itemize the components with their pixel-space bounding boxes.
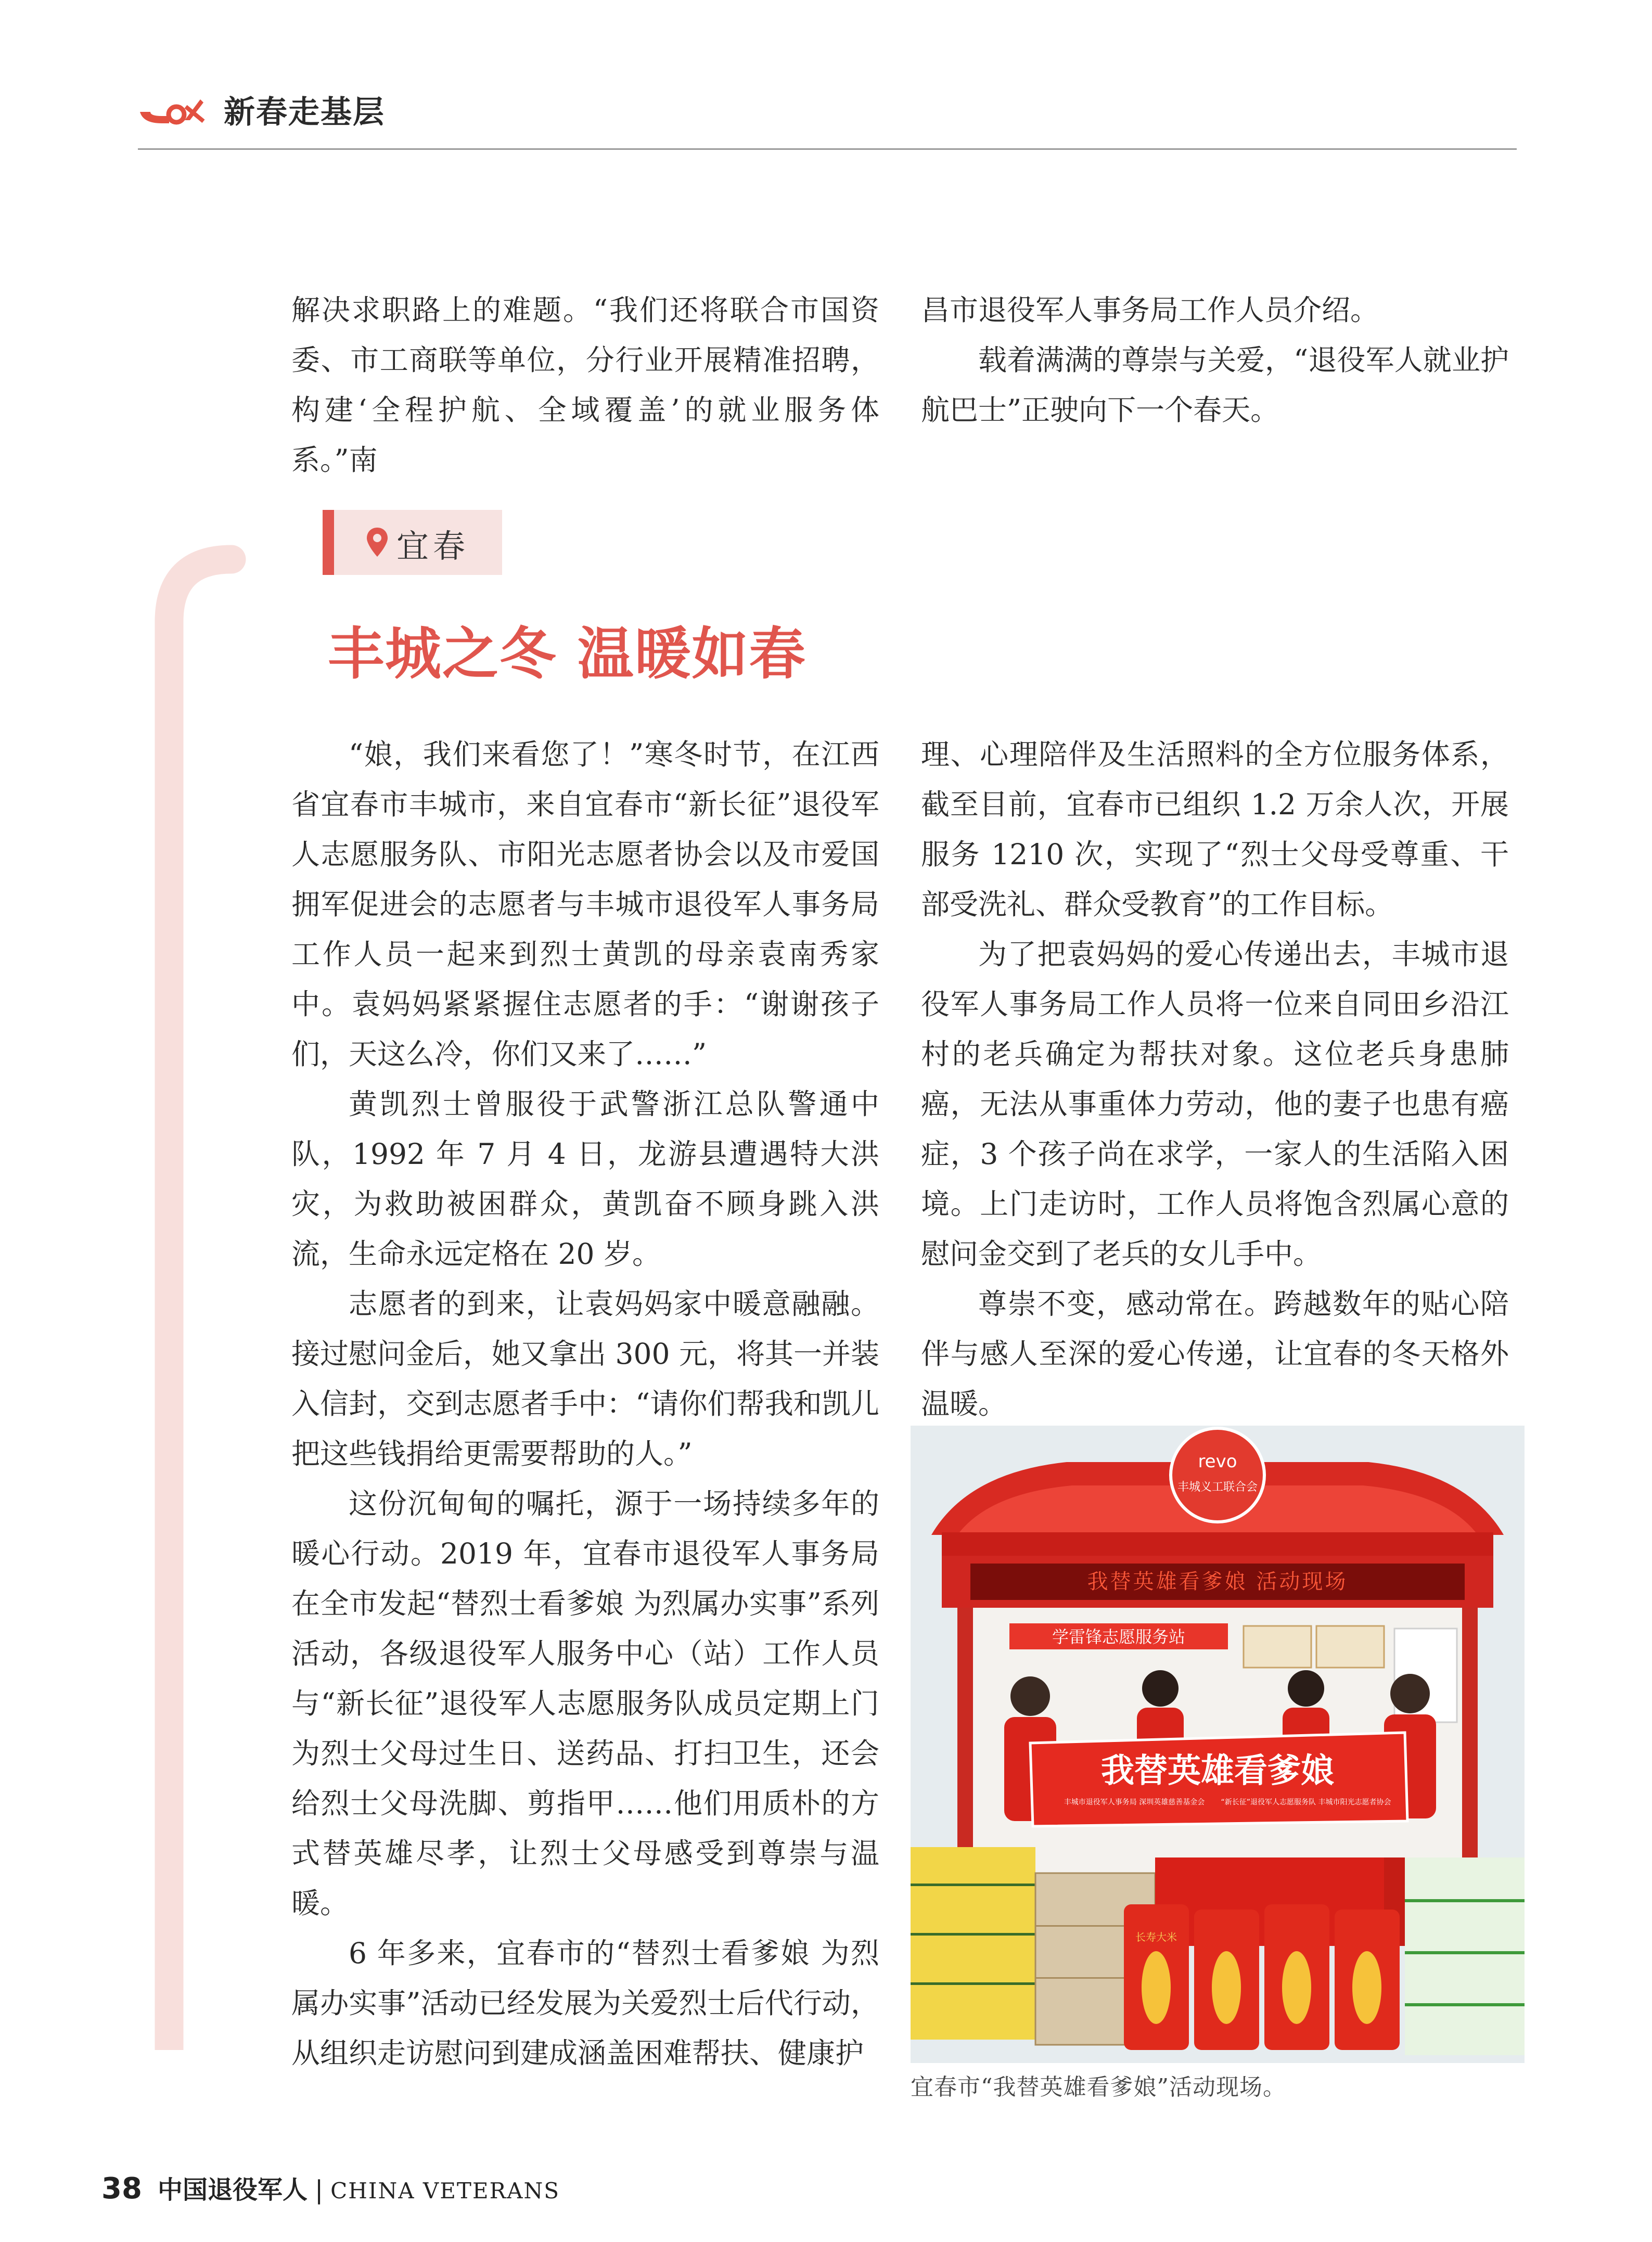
decorative-curve — [140, 541, 271, 2050]
photo-led-banner: 我替英雄看爹娘 活动现场 — [1087, 1570, 1348, 1594]
article-right-column — [921, 729, 1509, 1429]
magazine-name-cn: 中国退役军人 — [157, 2175, 308, 2205]
event-photo — [911, 1426, 1525, 2063]
magazine-logo-icon — [138, 91, 206, 133]
photo-banner-sub-left: 丰城市退役军人事务局 深圳英雄慈善基金会 — [1064, 1798, 1205, 1807]
magazine-name-en: CHINA VETERANS — [330, 2178, 560, 2203]
top-right-column — [921, 285, 1509, 435]
photo-banner-sub-right: “新长征”退役军人志愿服务队 丰城市阳光志愿者协会 — [1221, 1798, 1391, 1807]
photo-booth-sign: 学雷锋志愿服务站 — [1052, 1627, 1186, 1647]
location-tag — [323, 510, 502, 575]
paragraph: 尊崇不变，感动常在。跨越数年的贴心陪伴与感人至深的爱心传递，让宜春的冬天格外温暖。 — [921, 1287, 1509, 1420]
location-label: 宜春 — [396, 527, 470, 565]
paragraph: 解决求职路上的难题。“我们还将联合市国资委、市工商联等单位，分行业开展精准招聘，构建‘全程护航、全域覆盖’的就业服务体系。”南 — [291, 293, 879, 477]
article-left-column — [291, 729, 879, 2078]
paragraph: 载着满满的尊崇与关爱，“退役军人就业护航巴士”正驶向下一个春天。 — [921, 343, 1509, 427]
photo-banner-main: 我替英雄看爹娘 — [1101, 1752, 1334, 1790]
paragraph: 黄凯烈士曾服役于武警浙江总队警通中队，1992 年 7 月 4 日，龙游县遭遇特大洪灾，为救助被困群众，黄凯奋不顾身跳入洪流，生命永远定格在 20 岁。 — [291, 1087, 879, 1271]
paragraph: 为了把袁妈妈的爱心传递出去，丰城市退役军人事务局工作人员将一位来自同田乡沿江村的老兵确定为帮扶对象。这位老兵身患肺癌，无法从事重体力劳动，他的妻子也患有癌症，3 个孩子尚在求学，一家人的生活陷入困境。上门走访时，工作人员将饱含烈属心意的慰问金交到了老兵的女儿手中。 — [921, 938, 1509, 1271]
paragraph: 理、心理陪伴及生活照料的全方位服务体系，截至目前，宜春市已组织 1.2 万余人次，开展服务 1210 次，实现了“烈士父母受尊重、干部受洗礼、群众受教育”的工作目标。 — [921, 738, 1509, 921]
header-divider — [138, 148, 1517, 150]
photo-stall-sign: 丰城义工联合会 — [1177, 1481, 1258, 1494]
paragraph: “娘，我们来看您了！”寒冬时节，在江西省宜春市丰城市，来自宜春市“新长征”退役军人志愿服务队、市阳光志愿者协会以及市爱国拥军促进会的志愿者与丰城市退役军人事务局工作人员一起来到烈士黄凯的母亲袁南秀家中。袁妈妈紧紧握住志愿者的手：“谢谢孩子们，天这么冷，你们又来了……” — [291, 738, 879, 1071]
photo-rice-label: 长寿大米 — [1135, 1931, 1177, 1943]
footer-separator: | — [314, 2175, 324, 2205]
article-title: 丰城之冬 温暖如春 — [328, 622, 806, 687]
paragraph: 这份沉甸甸的嘱托，源于一场持续多年的暖心行动。2019 年，宜春市退役军人事务局在全市发起“替烈士看爹娘 为烈属办实事”系列活动，各级退役军人服务中心（站）工作人员与“新长征”退役军人志愿服务队成员定期上门为烈士父母过生日、送药品、打扫卫生，还会给烈士父母洗脚、剪指甲……他们用质朴的方式替英雄尽孝，让烈士父母感受到尊崇与温暖。 — [291, 1487, 879, 1920]
photo-logo-text: revo — [1198, 1451, 1237, 1472]
top-left-column — [291, 285, 879, 485]
paragraph: 昌市退役军人事务局工作人员介绍。 — [921, 293, 1379, 327]
photo-caption: 宜春市“我替英雄看爹娘”活动现场。 — [911, 2074, 1286, 2100]
location-pin-icon — [365, 527, 389, 558]
page-footer — [101, 2170, 560, 2206]
section-title: 新春走基层 — [224, 94, 385, 131]
page-number: 38 — [101, 2172, 142, 2206]
paragraph: 6 年多来，宜春市的“替烈士看爹娘 为烈属办实事”活动已经发展为关爱烈士后代行动，从组织走访慰问到建成涵盖困难帮扶、健康护 — [291, 1937, 879, 2070]
paragraph: 志愿者的到来，让袁妈妈家中暖意融融。接过慰问金后，她又拿出 300 元，将其一并装入信封，交到志愿者手中：“请你们帮我和凯儿把这些钱捐给更需要帮助的人。” — [291, 1287, 879, 1470]
